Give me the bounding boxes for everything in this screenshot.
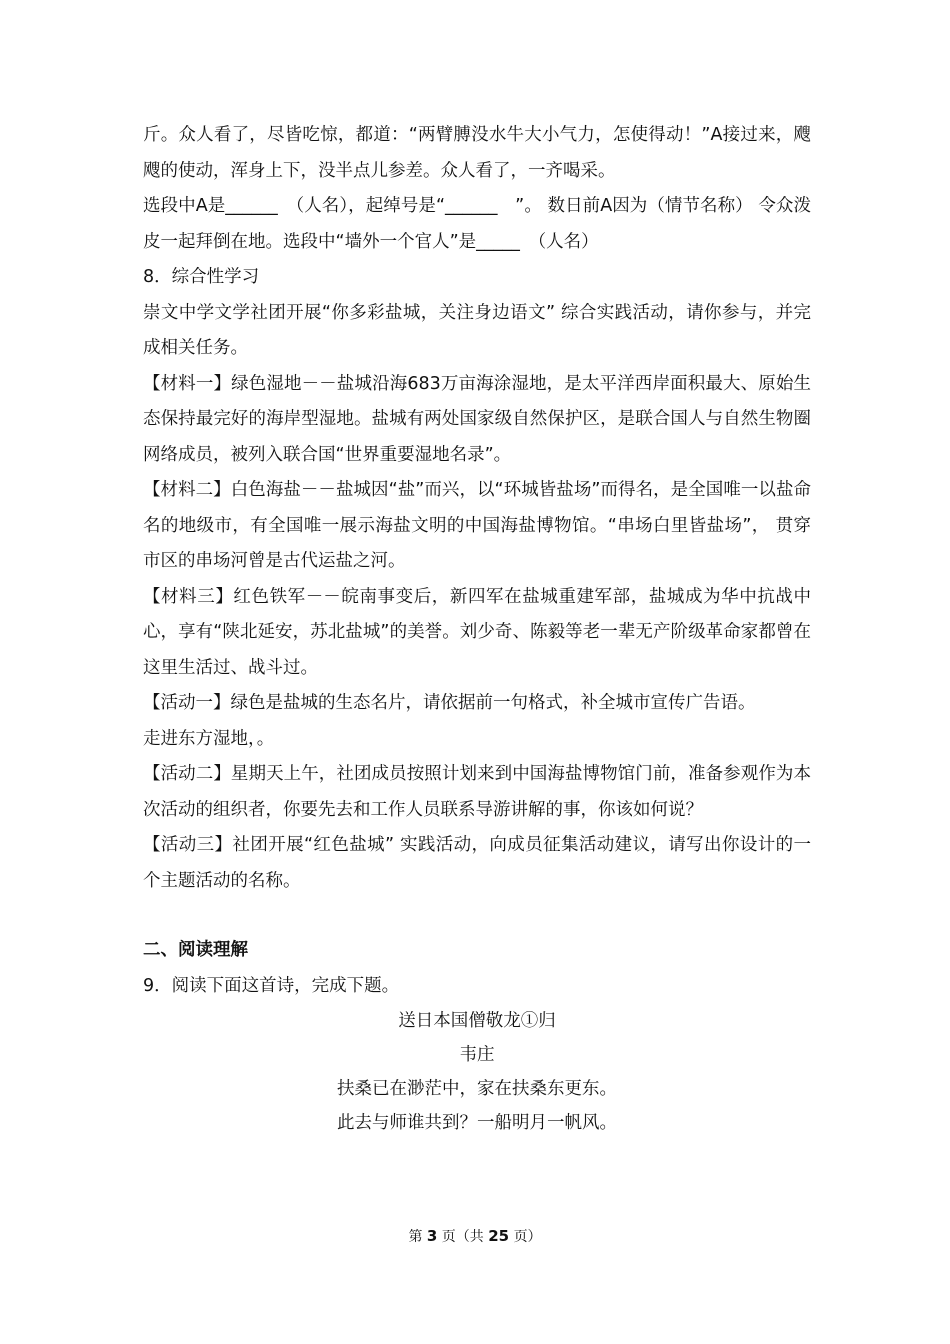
section-gap: [143, 899, 811, 933]
poem-line-1: 扶桑已在渺茫中，家在扶桑东更东。: [337, 1079, 617, 1099]
activity-2: 【活动二】星期天上午，社团成员按照计划来到中国海盐博物馆门前，准备参观作为本次活动的组织者，你要先去和工作人员联系导游讲解的事，你该如何说？: [143, 764, 811, 820]
question-9-title: 9．阅读下面这首诗，完成下题。: [143, 975, 400, 996]
material-3: 【材料三】红色铁军－－皖南事变后，新四军在盐城重建军部，盐城成为华中抗战中心，享有“陕北延安，苏北盐城”的美誉。刘少奇、陈毅等老一辈无产阶级革命家都曾在这里生活过、战斗过。: [143, 586, 811, 678]
fill-blank-question: 选段中A是______ （人名），起绰号是“______ ”。 数日前A因为（情节名称） 令众泼皮一起拜倒在地。选段中“墙外一个官人”是_____ （人名）: [143, 196, 811, 252]
footer-prefix: 第: [408, 1229, 423, 1245]
activity-3: 【活动三】社团开展“红色盐城” 实践活动，向成员征集活动建议，请写出你设计的一个主题活动的名称。: [143, 835, 811, 891]
footer-total-pages: 25: [488, 1227, 510, 1245]
question-8-title: 8．综合性学习: [143, 267, 260, 287]
poem-line-2: 此去与师谁共到？一船明月一帆风。: [337, 1113, 617, 1133]
footer-page-number: 3: [426, 1227, 438, 1245]
page-footer: [0, 1226, 950, 1246]
page-content: [143, 118, 811, 1140]
passage-excerpt: 斤。众人看了，尽皆吃惊，都道：“两臂膊没水牛大小气力，怎使得动！”A接过来，飕飕的使动，浑身上下，没半点儿参差。众人看了，一齐喝采。: [143, 125, 811, 181]
poem-title: 送日本国僧敬龙①归: [398, 1011, 556, 1031]
activity-1: 【活动一】绿色是盐城的生态名片，请依据前一句格式，补全城市宣传广告语。: [143, 693, 756, 713]
activity-1-slogan: 走进东方湿地，。: [143, 728, 275, 749]
section-2-title: 二、阅读理解: [143, 940, 248, 960]
footer-middle: 页（共: [441, 1229, 484, 1245]
material-2: 【材料二】白色海盐－－盐城因“盐”而兴，以“环城皆盐场”而得名，是全国唯一以盐命名的地级市，有全国唯一展示海盐文明的中国海盐博物馆。“串场白里皆盐场”， 贯穿市区的串场河曾是古代运盐之河。: [143, 480, 811, 571]
question-8-intro: 崇文中学文学社团开展“你多彩盐城，关注身边语文” 综合实践活动，请你参与，并完成相关任务。: [143, 302, 811, 358]
footer-suffix: 页）: [513, 1229, 542, 1245]
poem-author: 韦庄: [459, 1045, 495, 1065]
material-1: 【材料一】绿色湿地－－盐城沿海683万亩海涂湿地，是太平洋西岸面积最大、原始生态保持最完好的海岸型湿地。盐城有两处国家级自然保护区，是联合国人与自然生物圈网络成员，被列入联合国“世界重要湿地名录”。: [143, 373, 811, 465]
